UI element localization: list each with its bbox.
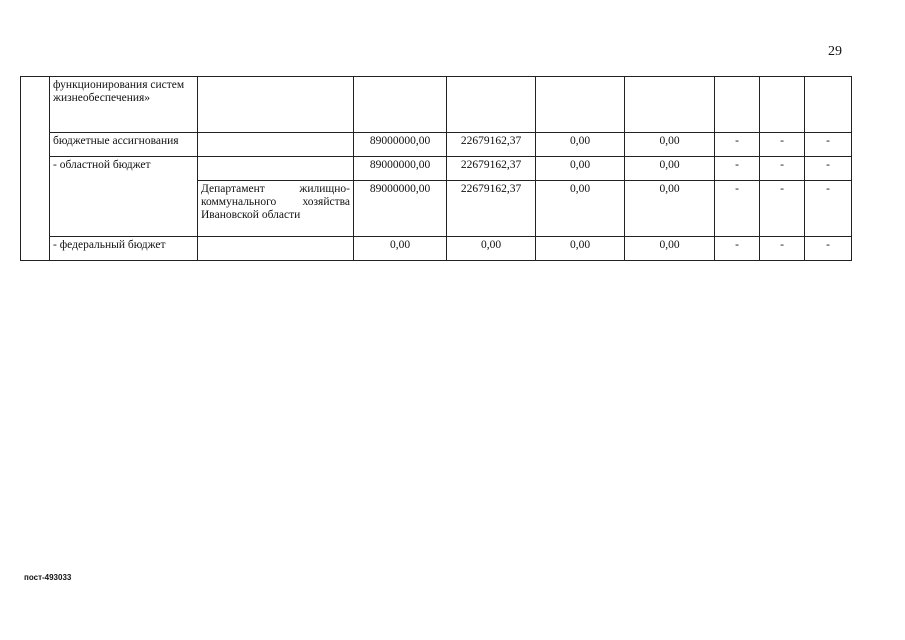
value-cell: 22679162,37 xyxy=(447,133,536,157)
value-cell: 22679162,37 xyxy=(447,157,536,181)
value-cell: - xyxy=(760,237,805,261)
administrator-cell xyxy=(198,157,354,181)
value-cell: - xyxy=(805,133,852,157)
table-row xyxy=(21,77,852,133)
value-cell: - xyxy=(715,237,760,261)
value-cell xyxy=(354,77,447,133)
value-cell: 0,00 xyxy=(536,237,625,261)
value-cell: 0,00 xyxy=(625,157,715,181)
value-cell xyxy=(447,77,536,133)
value-cell: - xyxy=(715,181,760,237)
description-cell: - федеральный бюджет xyxy=(50,237,198,261)
administrator-line: Ивановской области xyxy=(201,209,301,221)
value-cell: 0,00 xyxy=(447,237,536,261)
value-cell: - xyxy=(715,133,760,157)
value-cell: - xyxy=(760,133,805,157)
administrator-cell xyxy=(198,237,354,261)
value-cell: - xyxy=(805,237,852,261)
administrator-cell xyxy=(198,77,354,133)
value-cell: - xyxy=(760,181,805,237)
value-cell: 0,00 xyxy=(625,133,715,157)
value-cell: 22679162,37 xyxy=(447,181,536,237)
value-cell: 89000000,00 xyxy=(354,181,447,237)
value-cell: - xyxy=(715,157,760,181)
administrator-cell xyxy=(198,133,354,157)
table-row xyxy=(21,133,852,157)
value-cell: 0,00 xyxy=(625,181,715,237)
value-cell: - xyxy=(805,157,852,181)
value-cell: - xyxy=(760,157,805,181)
table-row xyxy=(21,157,852,181)
value-cell: 0,00 xyxy=(536,157,625,181)
value-cell xyxy=(805,77,852,133)
administrator-cell xyxy=(198,181,354,237)
number-cell xyxy=(21,77,50,261)
value-cell: 0,00 xyxy=(536,133,625,157)
value-cell: 89000000,00 xyxy=(354,133,447,157)
description-cell: - областной бюджет xyxy=(50,157,198,237)
value-cell: - xyxy=(805,181,852,237)
description-cell: бюджетные ассигнования xyxy=(50,133,198,157)
value-cell: 89000000,00 xyxy=(354,157,447,181)
value-cell: 0,00 xyxy=(354,237,447,261)
document-code: пост-493033 xyxy=(24,573,72,582)
value-cell: 0,00 xyxy=(536,181,625,237)
table-row xyxy=(21,237,852,261)
administrator-line: коммунального хозяйства xyxy=(201,196,350,208)
budget-table xyxy=(20,76,852,261)
value-cell xyxy=(760,77,805,133)
description-cell: функционирования систем жизнеобеспечения» xyxy=(50,77,198,133)
value-cell xyxy=(625,77,715,133)
administrator-line: Департамент жилищно- xyxy=(201,183,350,195)
value-cell xyxy=(715,77,760,133)
page-number: 29 xyxy=(828,44,842,59)
value-cell xyxy=(536,77,625,133)
value-cell: 0,00 xyxy=(625,237,715,261)
